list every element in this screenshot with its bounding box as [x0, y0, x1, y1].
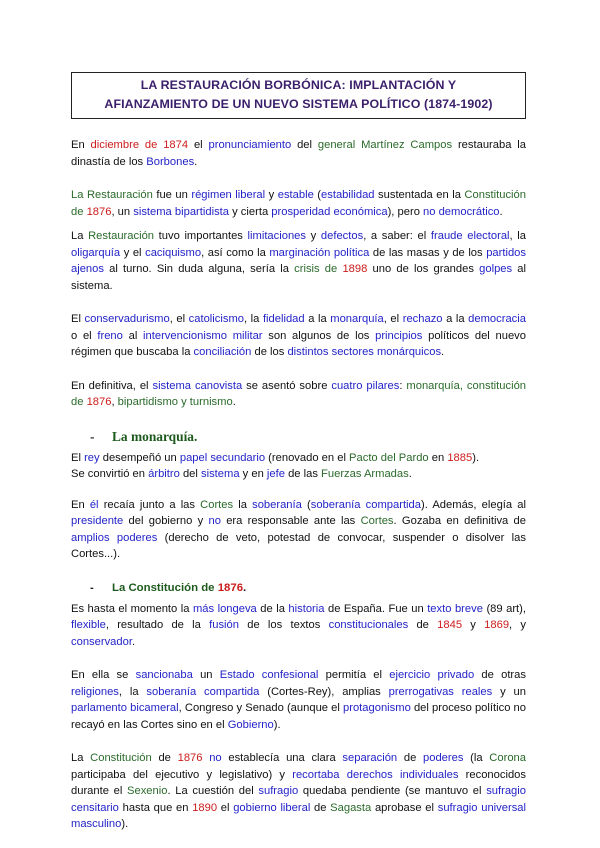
text-run: En [71, 498, 90, 511]
keyword-highlight: jefe [266, 468, 285, 480]
text-run: de [408, 619, 438, 631]
text-run: . La cuestión del [167, 785, 259, 797]
keyword-highlight: él [89, 498, 99, 511]
text-run: El [71, 313, 85, 325]
text-run: al sistema. [71, 263, 527, 292]
heading-constitucion-text: La Constitución de [112, 581, 218, 594]
text-run: aprobase el [371, 801, 438, 814]
paragraph [71, 228, 526, 294]
heading-monarquia [90, 428, 526, 445]
keyword-highlight: estable [277, 189, 314, 201]
text-run: , Congreso y Senado (aunque el [178, 702, 344, 714]
keyword-highlight: intervencionismo militar [143, 329, 263, 342]
keyword-highlight: soberanía compartida [310, 498, 421, 511]
keyword-highlight: no [208, 515, 221, 527]
text-run: de España. Fue un [324, 602, 428, 615]
name-highlight: Fuerzas Armadas [321, 468, 409, 480]
text-run: y [306, 230, 321, 242]
name-highlight: Constitución de [71, 189, 526, 218]
keyword-highlight: soberanía compartida [146, 685, 260, 698]
text-run: del [291, 139, 318, 151]
text-run: . [131, 635, 136, 648]
text-run: son algunos de los [262, 329, 376, 342]
keyword-highlight: prerrogativas reales [388, 685, 493, 698]
keyword-highlight: protagonismo [343, 702, 411, 714]
title-line-2: AFIANZAMIENTO DE UN NUEVO SISTEMA POLÍTICO (1874-1902) [104, 97, 493, 111]
paragraph [71, 466, 526, 483]
text-run: , resultado de la [105, 619, 210, 631]
name-highlight: La Restauración [71, 189, 153, 201]
date-highlight: 1890 [192, 801, 218, 814]
text-run: de los textos [238, 619, 329, 631]
keyword-highlight: separación [342, 752, 398, 764]
text-run: establecía una clara [221, 752, 343, 764]
text-run: (Cortes-Rey), amplias [259, 685, 389, 698]
date-highlight: diciembre de 1874 [90, 139, 189, 151]
keyword-highlight: freno [97, 329, 123, 342]
keyword-highlight: no democrático [423, 205, 500, 218]
name-highlight: Sexenio [127, 785, 168, 797]
text-run: , la [244, 313, 263, 325]
text-run: , a saber: el [363, 230, 431, 242]
keyword-highlight: rechazo [402, 313, 443, 325]
text-run: de [397, 752, 423, 764]
keyword-highlight: prosperidad económica [271, 205, 388, 218]
text-run: : [399, 379, 407, 392]
text-run: reconocidos durante el [71, 768, 526, 797]
keyword-highlight: sufragio [258, 785, 299, 797]
text-run: tuvo importantes [154, 230, 248, 242]
title-line-1: LA RESTAURACIÓN BORBÓNICA: IMPLANTACIÓN Y [140, 78, 457, 92]
text-run: . [232, 396, 236, 408]
paragraph [71, 667, 526, 733]
keyword-highlight: conciliación [193, 346, 252, 358]
text-run: ). [472, 451, 480, 464]
text-run: . [408, 468, 412, 480]
keyword-highlight: Gobierno [227, 718, 274, 731]
title-box [71, 72, 526, 119]
keyword-highlight: gobierno liberal [233, 801, 311, 814]
name-highlight: Cortes [200, 498, 234, 511]
text-run: y cierta [229, 205, 272, 218]
text-run: y el [120, 246, 146, 259]
keyword-highlight: historia [288, 602, 325, 615]
text-run: de otras [474, 669, 526, 681]
text-run: ( [313, 189, 322, 201]
text-run: (la [463, 752, 490, 764]
text-run: ). Además, elegía al [420, 498, 526, 511]
text-run: , el [169, 313, 189, 325]
keyword-highlight: recortaba derechos individuales [292, 768, 459, 781]
text-run: Es hasta el momento la [71, 602, 193, 615]
heading-constitucion-year: 1876 [217, 581, 244, 594]
text-run: uno de los grandes [367, 263, 480, 275]
date-highlight: 1876 [86, 396, 112, 408]
date-highlight: 1898 [342, 263, 368, 275]
heading-dash: - [90, 581, 94, 594]
date-highlight: 1876 [86, 205, 112, 218]
keyword-highlight: sufragio universal masculino [71, 801, 526, 830]
heading-dash: - [90, 428, 95, 444]
text-run: la [233, 498, 253, 511]
keyword-highlight: golpes [479, 263, 513, 275]
text-run: un [192, 669, 220, 681]
keyword-highlight: fidelidad [262, 313, 305, 325]
text-run: . [441, 346, 445, 358]
text-run: o el [71, 329, 98, 342]
keyword-highlight: texto breve [427, 602, 483, 615]
paragraph [71, 311, 526, 361]
text-run: y [462, 619, 485, 631]
keyword-highlight: rey [84, 451, 100, 464]
paragraph [71, 601, 526, 651]
text-run: del gobierno y [123, 515, 209, 527]
text-run: al turno. Sin duda alguna, sería la [103, 263, 295, 275]
keyword-highlight: fraude electoral [430, 230, 510, 242]
keyword-highlight: flexible [71, 619, 106, 631]
keyword-highlight: más longeva [192, 602, 257, 615]
name-highlight: crisis de [294, 263, 343, 275]
keyword-highlight: caciquismo [145, 246, 202, 259]
text-run: , un [111, 205, 134, 218]
text-run: ( [301, 498, 311, 511]
text-run: se asentó sobre [242, 379, 332, 392]
keyword-highlight: catolicismo [188, 313, 244, 325]
text-run: del [179, 468, 201, 480]
keyword-highlight: constitucionales [328, 619, 409, 631]
text-run: En ella se [71, 669, 136, 681]
text-run: Se convirtió en [71, 468, 149, 480]
paragraph [71, 137, 526, 170]
text-run: restauraba la dinastía de los [71, 139, 527, 168]
keyword-highlight: distintos sectores monárquicos [287, 346, 442, 358]
text-run: ), pero [387, 205, 424, 218]
keyword-highlight: conservadurismo [84, 313, 170, 325]
text-run: del proceso político no recayó en las Cortes sino en el [71, 702, 526, 731]
keyword-highlight: sancionaba [135, 669, 193, 681]
text-run: . [499, 205, 503, 218]
name-highlight: Constitución [90, 752, 152, 764]
document-page [71, 72, 526, 833]
keyword-highlight: cuatro pilares [331, 379, 400, 392]
text-run: políticos del nuevo régimen que buscaba la [71, 329, 526, 358]
keyword-highlight: religiones [71, 685, 119, 698]
paragraph [71, 450, 526, 467]
keyword-highlight: estabilidad [321, 189, 375, 201]
text-run: permitía el [318, 669, 390, 681]
paragraph [71, 497, 526, 563]
keyword-highlight: partidos ajenos [71, 246, 526, 275]
text-run: a la [304, 313, 331, 325]
text-run: , la [509, 230, 527, 242]
heading-monarquia-text: La monarquía. [112, 428, 198, 444]
name-highlight: Cortes [360, 515, 394, 527]
text-run: El [71, 451, 85, 464]
text-run: , así como la [201, 246, 270, 259]
keyword-highlight: amplios poderes [71, 531, 158, 544]
keyword-highlight: papel secundario [179, 451, 266, 464]
keyword-highlight: régimen liberal [191, 189, 266, 201]
text-run: , el [383, 313, 403, 325]
text-run: de [310, 801, 331, 814]
date-highlight: 1885 [447, 451, 473, 464]
text-run: desempeñó un [99, 451, 180, 464]
keyword-highlight: democracia [468, 313, 526, 325]
text-run: hasta que en [118, 801, 193, 814]
text-run: La [71, 230, 89, 242]
name-highlight: Pacto del Pardo [349, 451, 429, 464]
text-run: y [265, 189, 278, 201]
text-run: participaba del ejecutivo y legislativo) y [71, 768, 293, 781]
text-run: al [122, 329, 144, 342]
heading-constitucion-suffix: . [243, 581, 247, 594]
paragraph [71, 187, 526, 220]
text-run: . [194, 155, 198, 168]
text-run: ). [121, 818, 129, 830]
text-run: de las masas y de los [369, 246, 487, 259]
paragraph [71, 378, 526, 411]
keyword-highlight: poderes [423, 752, 464, 764]
text-run: a la [442, 313, 469, 325]
text-run: sustentada en la [374, 189, 465, 201]
keyword-highlight: sufragio censitario [71, 785, 526, 814]
text-run: de la [256, 602, 289, 615]
text-run: en [428, 451, 448, 464]
keyword-highlight: no [209, 752, 222, 764]
text-run: , [111, 396, 118, 408]
keyword-highlight: conservador [71, 635, 132, 648]
name-highlight: monarquía, constitución de [71, 379, 527, 408]
text-run: , la [118, 685, 147, 698]
name-highlight: Restauración [88, 230, 155, 242]
date-highlight: 1869 [484, 619, 510, 631]
text-run: el [217, 801, 234, 814]
keyword-highlight: parlamento bicameral [71, 702, 179, 714]
text-run: y en [239, 468, 267, 480]
keyword-highlight: sistema bipartidista [133, 205, 229, 218]
keyword-highlight: Borbones [146, 155, 195, 168]
text-run: de las [284, 468, 322, 480]
keyword-highlight: soberanía [252, 498, 302, 511]
name-highlight: Corona [489, 752, 526, 764]
keyword-highlight: ejercicio privado [389, 669, 475, 681]
keyword-highlight: sistema [201, 468, 240, 480]
keyword-highlight: presidente [71, 515, 124, 527]
text-run: (renovado en el [265, 451, 350, 464]
keyword-highlight: fusión [209, 619, 239, 631]
keyword-highlight: árbitro [148, 468, 180, 480]
text-run: La [71, 752, 91, 764]
text-run: fue un [152, 189, 192, 201]
keyword-highlight: oligarquía [71, 246, 121, 259]
text-run: recaía junto a las [98, 498, 201, 511]
name-highlight: general [317, 139, 356, 151]
name-highlight: Sagasta [330, 801, 372, 814]
heading-constitucion [90, 580, 526, 597]
keyword-highlight: monarquía [330, 313, 384, 325]
text-run: y un [492, 685, 526, 698]
keyword-highlight: pronunciamiento [208, 139, 292, 151]
text-run: era responsable ante las [220, 515, 361, 527]
name-highlight: bipartidismo y turnismo [117, 396, 233, 408]
text-run: ). [273, 718, 281, 731]
keyword-highlight: Estado confesional [219, 669, 319, 681]
keyword-highlight: defectos [320, 230, 364, 242]
text-run: (89 art), [482, 602, 527, 615]
keyword-highlight: marginación política [269, 246, 370, 259]
name-highlight: Martínez Campos [361, 139, 453, 151]
text-run: quedaba pendiente (se mantuvo el [298, 785, 487, 797]
paragraph [71, 750, 526, 833]
text-run: En definitiva, el [71, 379, 153, 392]
text-run: En [71, 139, 91, 151]
date-highlight: 1845 [437, 619, 463, 631]
keyword-highlight: principios [375, 329, 423, 342]
text-run: de los [251, 346, 288, 358]
keyword-highlight: limitaciones [247, 230, 306, 242]
text-run: (derecho de veto, potestad de convocar, suspender o disolver las Cortes...). [71, 531, 526, 560]
text-run: . Gozaba en definitiva de [393, 515, 526, 527]
keyword-highlight: sistema canovista [152, 379, 243, 392]
text-run: el [188, 139, 209, 151]
date-highlight: 1876 [177, 752, 203, 764]
text-run: de [151, 752, 178, 764]
text-run: , y [509, 619, 527, 631]
